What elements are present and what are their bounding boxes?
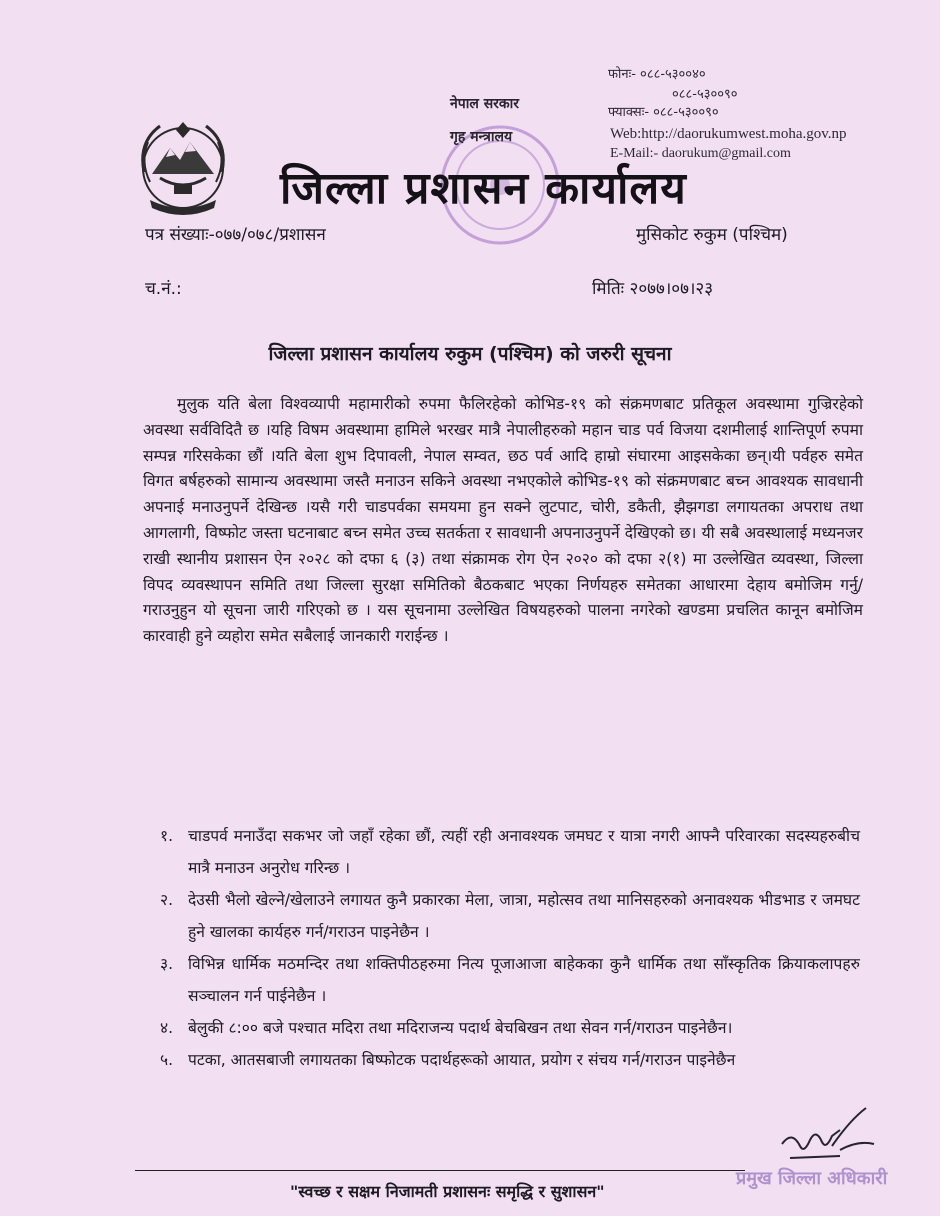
footer-motto: "स्वच्छ र सक्षम निजामती प्रशासनः समृद्धि र सुशासन" <box>290 1182 605 1201</box>
letter-date: मितिः २०७७।०७।२३ <box>592 279 714 299</box>
footer-divider <box>135 1170 745 1171</box>
directive-list <box>160 820 860 1076</box>
item-text: चाडपर्व मनाउँदा सकभर जो जहाँ रहेका छौं, त्यहीं रही अनावश्यक जमघट र यात्रा नगरी आफ्नै परिवारका सदस्यहरुबीच मात्रै मनाउन अनुरोध गरिन्छ । <box>188 827 860 877</box>
email-address[interactable]: E-Mail:- daorukum@gmail.com <box>610 146 791 161</box>
item-number: ३. <box>160 955 174 973</box>
phone-number-1: फोनः- ०८८-५३००४० <box>608 67 706 82</box>
item-number: १. <box>160 827 174 845</box>
notice-paragraph: मुलुक यति बेला विश्वव्यापी महामारीको रुपमा फैलिरहेको कोभिड-१९ को संक्रमणबाट प्रतिकूल अवस्थामा गुज्रिरहेको अवस्था सर्वविदितै छ ।यहि विषम अवस्थामा हामिले भरखर मात्रै नेपालीहरुको महान चाड पर्व विजया दशमीलाई शान्तिपूर्ण रुपमा सम्पन्न गरिसकेका छौं ।यति बेला शुभ दिपावली, नेपाल सम्वत, छठ पर्व आदि हाम्रो संघारमा आइसकेका छन्।यी पर्वहरु समेत विगत बर्षहरुको सामान्य अवस्थामा जस्तै मनाउन सकिने अवस्था नभएकोले कोभिड-१९ को संक्रमणबाट बच्न आवश्यक सावधानी अपनाई मनाउनुपर्ने देखिन्छ ।यसै गरी चाडपर्वका समयमा हुन सक्ने लुटपाट, चोरी, डकैती, झैझगडा लगायतका अपराध तथा आगलागी, विष्फोट जस्ता घटनाबाट बच्न समेत उच्च सतर्कता र सावधानी अपनाउनुपर्ने देखिएको छ। यी सबै अवस्थालाई मध्यनजर राखी स्थानीय प्रशासन ऐन २०२८ को दफा ६ (३) तथा संक्रामक रोग ऐन २०२० को दफा २(१) मा उल्लेखित व्यवस्था, जिल्ला विपद व्यवस्थापन समिति तथा जिल्ला सुरक्षा समितिको बैठकबाट भएका निर्णयहरु समेतका आधारमा देहाय बमोजिम गर्नु/गराउनुहुन यो सूचना जारी गरिएको छ । यस सूचनामा उल्लेखित विषयहरुको पालना नगरेको खण्डमा प्रचलित कानून बमोजिम कारवाही हुने व्यहोरा समेत सबैलाई जानकारी गराईन्छ । <box>143 395 863 646</box>
item-number: ४. <box>160 1019 174 1037</box>
fax-number: फ्याक्सः- ०८८-५३००९० <box>608 105 719 120</box>
nepal-emblem-icon <box>130 112 236 220</box>
list-item <box>160 884 860 948</box>
item-text: विभिन्न धार्मिक मठमन्दिर तथा शक्तिपीठहरुमा नित्य पूजाआजा बाहेकका कुनै धार्मिक तथा साँस्कृतिक क्रियाकलापहरु सञ्चालन गर्न पाईनेछैन । <box>188 955 860 1005</box>
item-number: ५. <box>160 1051 174 1069</box>
item-text: पटका, आतसबाजी लगायतका बिष्फोटक पदार्थहरूको आयात, प्रयोग र संचय गर्न/गराउन पाइनेछैन <box>188 1051 736 1069</box>
item-text: देउसी भैलो खेल्ने/खेलाउने लगायत कुनै प्रकारका मेला, जात्रा, महोत्सव तथा मानिसहरुको अनावश्यक भीडभाड र जमघट हुने खालका कार्यहरु गर्न/गराउन पाइनेछैन । <box>188 891 860 941</box>
officer-stamp: प्रमुख जिल्ला अधिकारी <box>736 1168 888 1189</box>
notice-body <box>143 392 863 650</box>
dispatch-number: च.नं.: <box>145 279 182 299</box>
item-number: २. <box>160 891 174 909</box>
phone-number-2: ०८८-५३००९० <box>672 87 738 102</box>
ministry-name: गृह मन्त्रालय <box>450 129 513 145</box>
government-name: नेपाल सरकार <box>450 96 520 112</box>
list-item <box>160 820 860 884</box>
office-location: मुसिकोट रुकुम (पश्चिम) <box>636 225 788 245</box>
reference-number: पत्र संख्याः-०७७/०७८/प्रशासन <box>145 225 326 245</box>
list-item <box>160 948 860 1012</box>
item-text: बेलुकी ८:०० बजे पश्चात मदिरा तथा मदिराजन्य पदार्थ बेचबिखन तथा सेवन गर्न/गराउन पाइनेछैन। <box>188 1019 733 1037</box>
website-link[interactable]: Web:http://daorukumwest.moha.gov.np <box>610 126 847 142</box>
list-item <box>160 1044 860 1076</box>
notice-heading: जिल्ला प्रशासन कार्यालय रुकुम (पश्चिम) को जरुरी सूचना <box>268 343 672 365</box>
office-title: जिल्ला प्रशासन कार्यालय <box>280 163 687 214</box>
list-item <box>160 1012 860 1044</box>
signature <box>770 1100 880 1172</box>
